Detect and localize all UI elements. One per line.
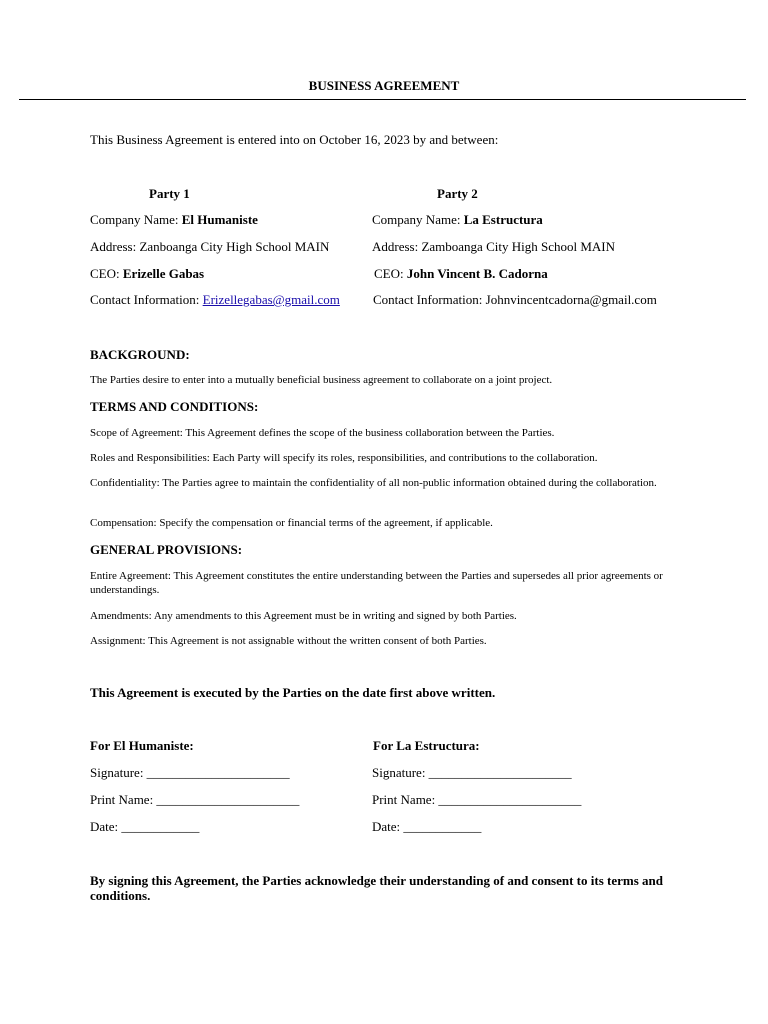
term-scope: Scope of Agreement: This Agreement defines the scope of the business collaboration between the Parties. — [90, 427, 555, 439]
party1-ceo-label: CEO: — [90, 266, 123, 281]
sign2-print-name: Print Name: ______________________ — [372, 792, 582, 807]
sign1-print-name: Print Name: ______________________ — [90, 792, 300, 807]
party2-ceo-name: John Vincent B. Cadorna — [406, 266, 548, 281]
sign2-signature: Signature: ______________________ — [372, 765, 572, 780]
party1-contact-label: Contact Information: — [90, 292, 203, 307]
party2-contact-value: Johnvincentcadorna@gmail.com — [485, 292, 657, 307]
party2-ceo — [374, 266, 548, 281]
party2-company-label: Company Name: — [372, 212, 464, 227]
closing-statement: By signing this Agreement, the Parties acknowledge their understanding of and consent to its terms and conditions. — [90, 873, 663, 903]
party1-company-name: El Humaniste — [181, 212, 258, 227]
sign2-heading: For La Estructura: — [373, 738, 480, 753]
term-roles: Roles and Responsibilities: Each Party will specify its roles, responsibilities, and contributions to the collaboration. — [90, 452, 598, 464]
party1-ceo-name: Erizelle Gabas — [122, 266, 205, 281]
title-divider — [19, 99, 746, 100]
term-confidentiality: Confidentiality: The Parties agree to maintain the confidentiality of all non-public information obtained during the collaboration. — [90, 477, 657, 489]
execution-statement: This Agreement is executed by the Parties on the date first above written. — [90, 685, 496, 700]
sign1-date: Date: ____________ — [90, 819, 200, 834]
sign1-signature: Signature: ______________________ — [90, 765, 290, 780]
sign2-date: Date: ____________ — [372, 819, 482, 834]
provision-amendments: Amendments: Any amendments to this Agreement must be in writing and signed by both Parties. — [90, 610, 517, 622]
party1-company-label: Company Name: — [90, 212, 182, 227]
party1-contact — [90, 292, 340, 307]
party1-address-value: Zanboanga City High School MAIN — [139, 239, 330, 254]
document-title: BUSINESS AGREEMENT — [308, 78, 460, 93]
party2-address-label: Address: — [372, 239, 422, 254]
party2-contact-label: Contact Information: — [373, 292, 486, 307]
sign1-heading: For El Humaniste: — [90, 738, 194, 753]
terms-heading: TERMS AND CONDITIONS: — [90, 399, 259, 414]
party2-address — [372, 239, 615, 254]
party1-email-link[interactable]: Erizellegabas@gmail.com — [202, 292, 340, 307]
party1-ceo — [90, 266, 204, 281]
intro-text: This Business Agreement is entered into on October 16, 2023 by and between: — [90, 132, 499, 147]
party1-heading: Party 1 — [149, 186, 190, 201]
party1-address — [90, 239, 329, 254]
term-compensation: Compensation: Specify the compensation or financial terms of the agreement, if applicable. — [90, 517, 493, 529]
background-text: The Parties desire to enter into a mutually beneficial business agreement to collaborate on a joint project. — [90, 374, 553, 386]
party1-address-label: Address: — [90, 239, 140, 254]
provision-entire-agreement: Entire Agreement: This Agreement constitutes the entire understanding between the Parties and supersedes all prior agreements or understandings. — [90, 570, 663, 596]
provisions-heading: GENERAL PROVISIONS: — [90, 542, 243, 557]
party2-company — [372, 212, 543, 227]
provision-assignment: Assignment: This Agreement is not assignable without the written consent of both Parties. — [90, 635, 487, 647]
party2-company-name: La Estructura — [463, 212, 543, 227]
background-heading: BACKGROUND: — [90, 347, 190, 362]
party2-contact — [373, 292, 657, 307]
party2-heading: Party 2 — [437, 186, 478, 201]
party2-address-value: Zamboanga City High School MAIN — [421, 239, 616, 254]
party1-company — [90, 212, 258, 227]
party2-ceo-label: CEO: — [374, 266, 407, 281]
